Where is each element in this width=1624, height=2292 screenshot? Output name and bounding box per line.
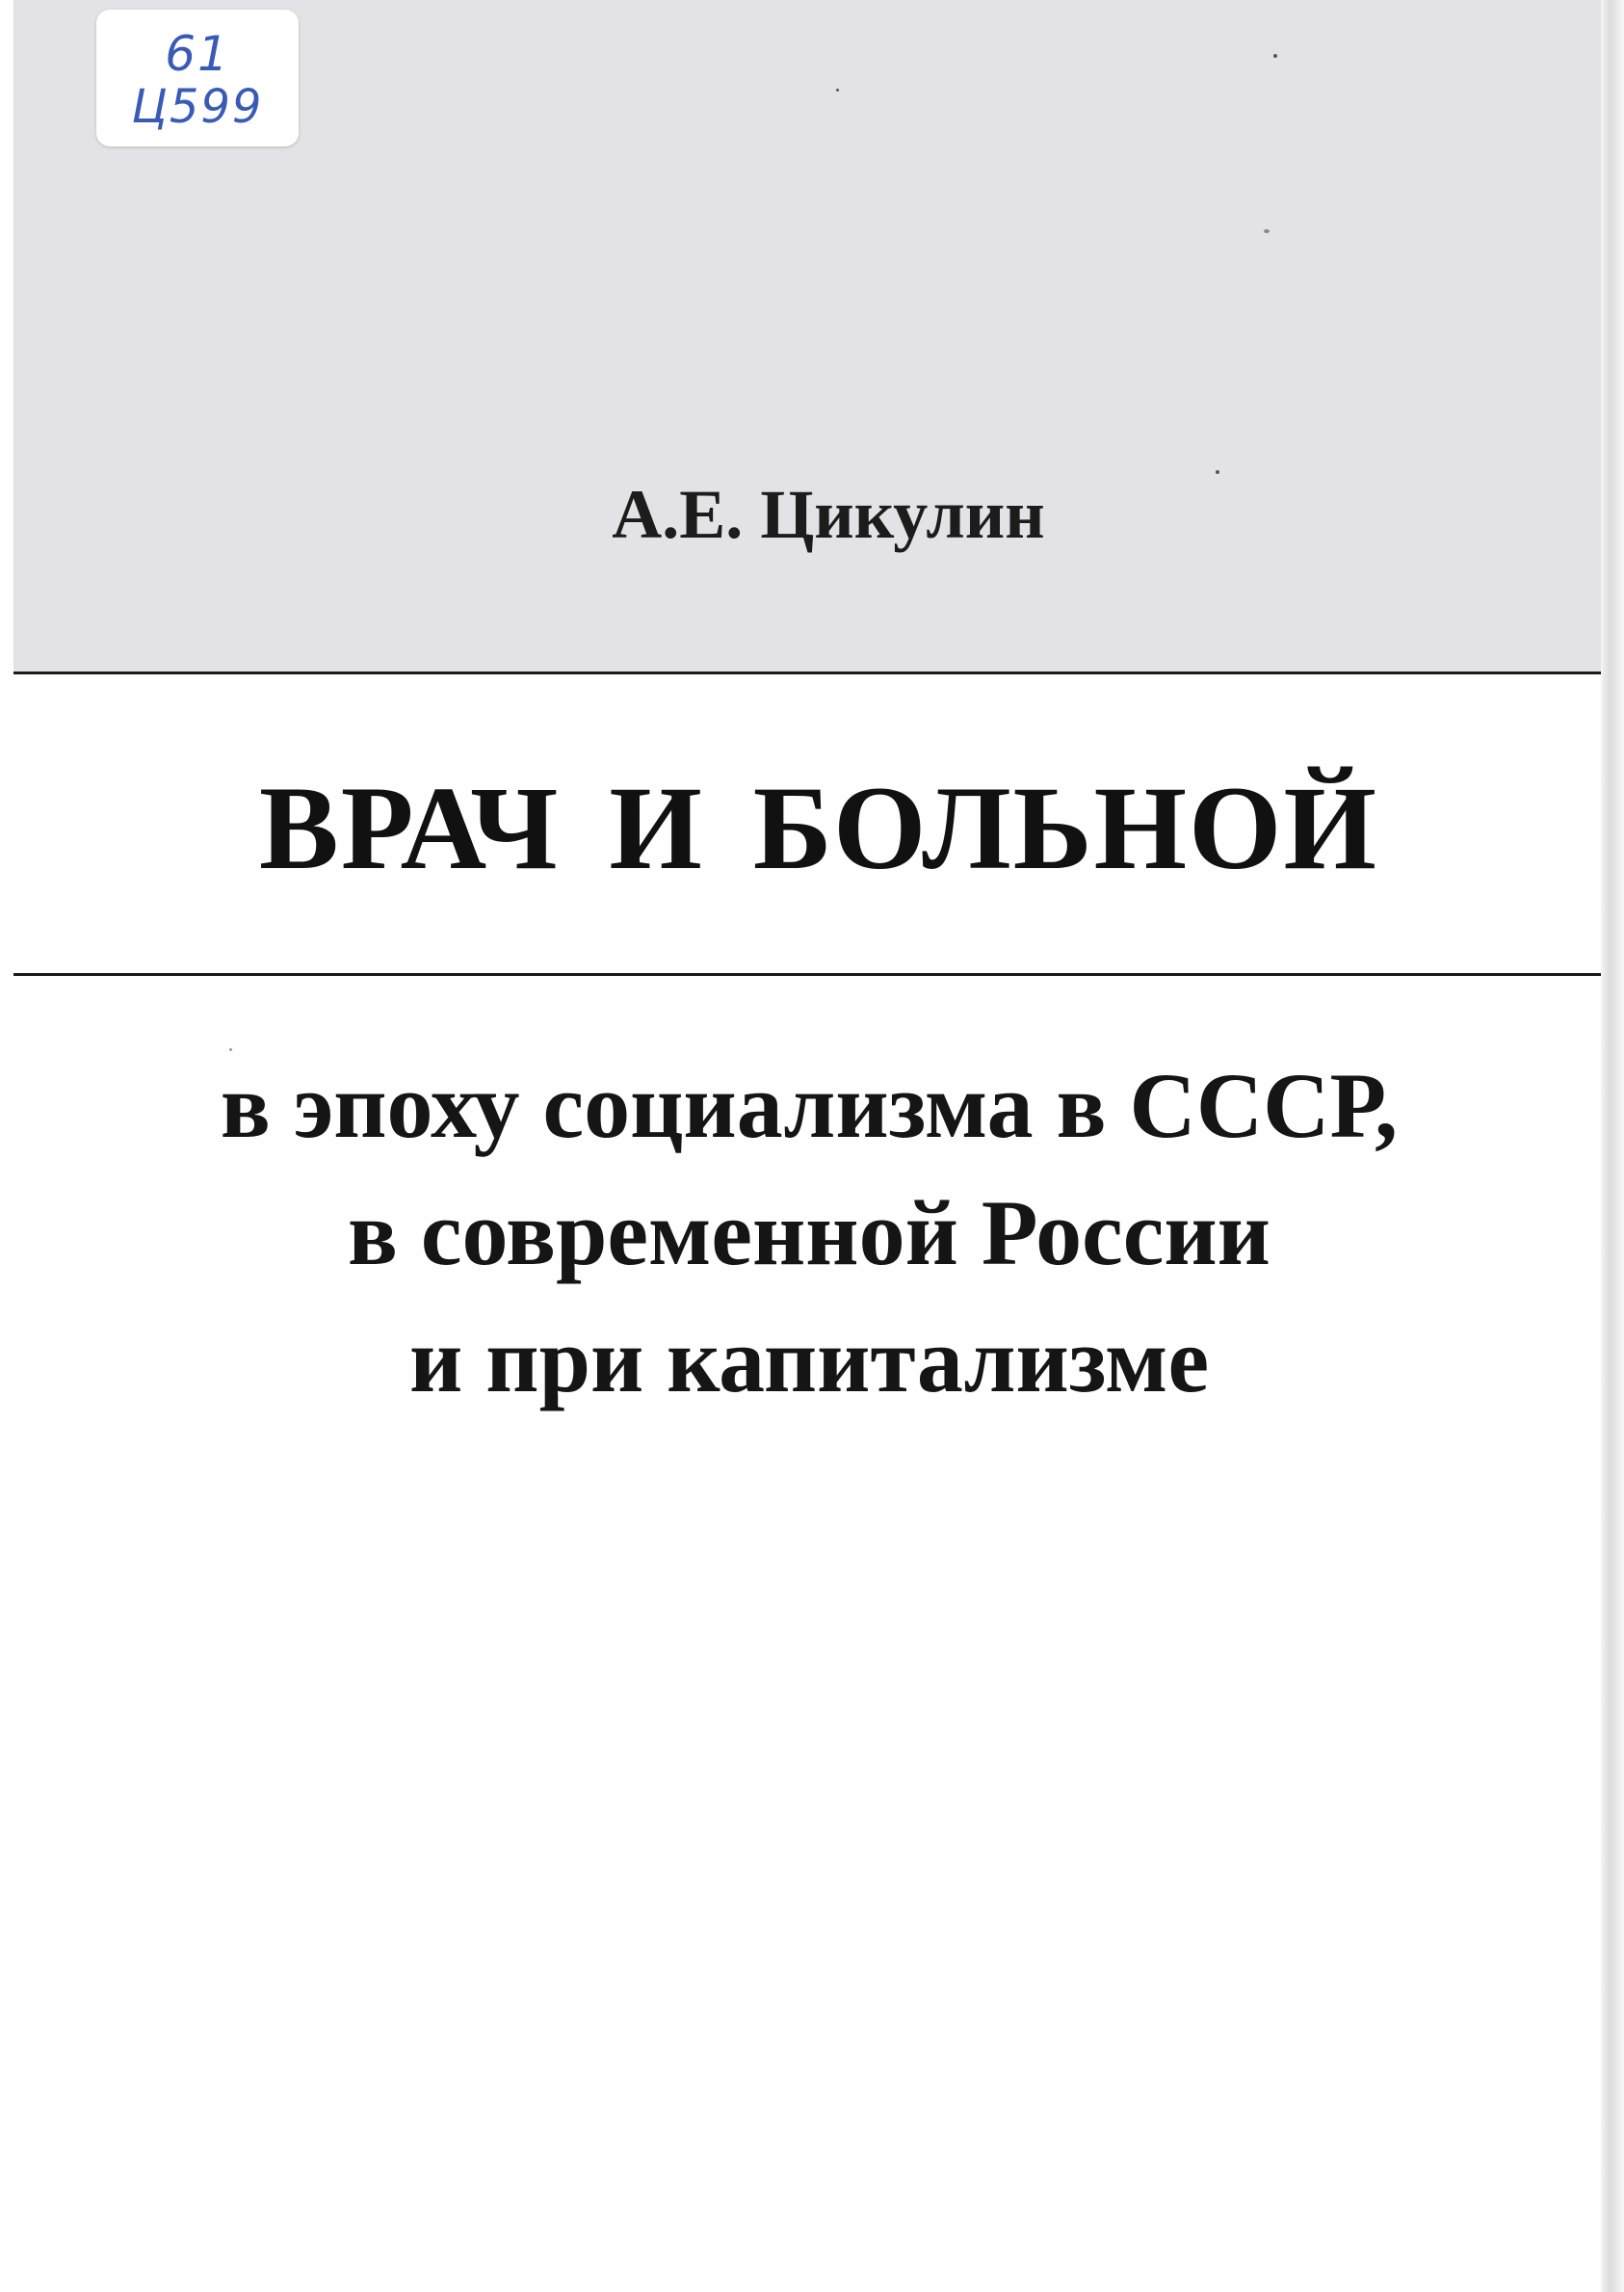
subtitle-line: в современной России: [348, 1181, 1270, 1284]
scan-speck: [1264, 229, 1270, 233]
scan-speck: [229, 1048, 232, 1051]
subtitle-line: и при капитализме: [408, 1308, 1210, 1411]
scan-speck: [1273, 54, 1277, 58]
book-title: ВРАЧ И БОЛЬНОЙ: [259, 762, 1378, 894]
divider-rule-bottom: [13, 973, 1605, 976]
scan-speck: [836, 89, 839, 92]
book-subtitle: [13, 1042, 1605, 1424]
book-author: А.Е. Цикулин: [612, 476, 1045, 553]
call-number-author-mark: Ц599: [131, 80, 264, 134]
subtitle-line: в эпоху социализма в СССР,: [220, 1054, 1399, 1157]
call-number-class: 61: [165, 26, 230, 82]
divider-rule-top: [13, 672, 1605, 674]
library-call-number-sticker: [96, 10, 299, 146]
scan-page-edge: [1601, 0, 1624, 2292]
scan-speck: [1216, 470, 1219, 474]
